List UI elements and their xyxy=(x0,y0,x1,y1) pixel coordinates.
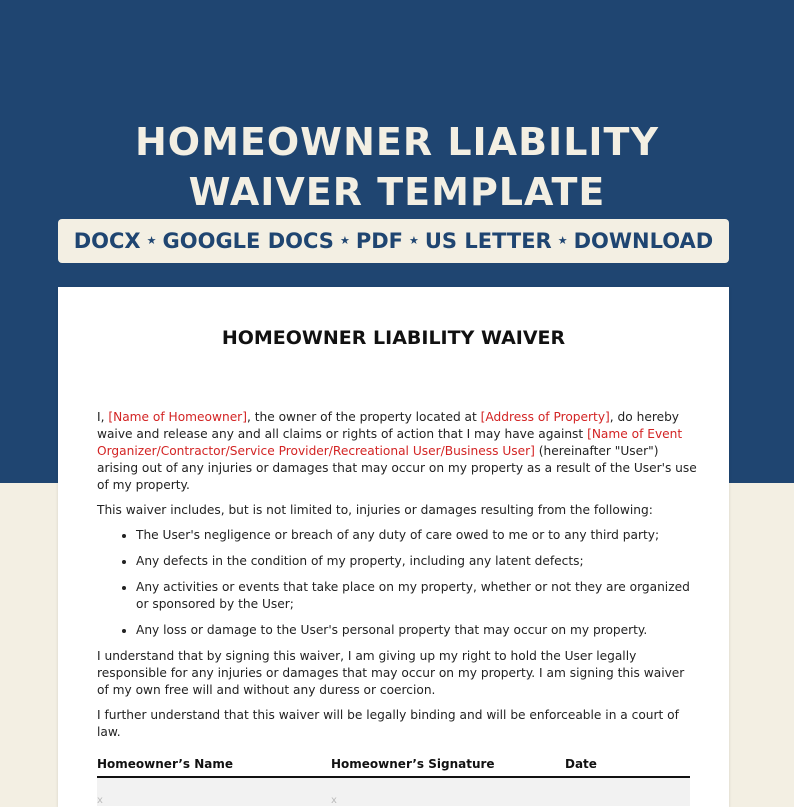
format-pdf: PDF xyxy=(355,229,403,253)
formats-bar xyxy=(58,219,729,263)
star-icon: ★ xyxy=(408,233,419,247)
document-body xyxy=(97,409,697,749)
header-homeowner-name: Homeowner’s Name xyxy=(97,757,234,771)
list-item: • Any activities or events that take place on my property, whether or not they are organized or sponsored by the User; xyxy=(136,579,697,613)
list-item: • Any defects in the condition of my property, including any latent defects; xyxy=(136,553,697,570)
hero-title-line-1: HOMEOWNER LIABILITY xyxy=(134,120,659,164)
format-docx: DOCX xyxy=(73,229,141,253)
waiver-list xyxy=(97,527,697,639)
header-date: Date xyxy=(565,757,597,771)
format-download: DOWNLOAD xyxy=(573,229,714,253)
paragraph-includes: This waiver includes, but is not limited to, injuries or damages resulting from the following: xyxy=(97,503,653,517)
signature-mark: x xyxy=(331,795,337,806)
placeholder-property-address: [Address of Property] xyxy=(480,410,610,424)
text: , the owner of the property located at xyxy=(246,410,481,424)
paragraph-intro xyxy=(97,409,697,494)
document-title: HOMEOWNER LIABILITY WAIVER xyxy=(221,327,566,349)
signature-table xyxy=(97,757,690,806)
format-google-docs: GOOGLE DOCS xyxy=(162,229,334,253)
star-icon: ★ xyxy=(146,233,157,247)
placeholder-homeowner-name: [Name of Homeowner] xyxy=(108,410,247,424)
text: , do hereby waive and release any and all claims or rights of action that I may have against xyxy=(97,410,680,441)
list-item: • Any loss or damage to the User's personal property that may occur on my property. xyxy=(136,622,697,639)
signature-row xyxy=(97,778,690,806)
hero-title xyxy=(0,117,794,217)
paragraph-understanding: I understand that by signing this waiver, I am giving up my right to hold the User legally responsible for any injuries or damages that may occur on my property. I am signing this waiver of my own free will and without any duress or coercion. xyxy=(97,649,685,697)
paragraph-binding: I further understand that this waiver will be legally binding and will be enforceable in a court of law. xyxy=(97,708,679,739)
placeholder-user-name: [Name of Event Organizer/Contractor/Service Provider/Recreational User/Business User] xyxy=(97,427,683,458)
star-icon: ★ xyxy=(339,233,350,247)
star-icon: ★ xyxy=(557,233,568,247)
name-mark: x xyxy=(97,795,103,806)
document-preview xyxy=(58,287,729,807)
header-homeowner-signature: Homeowner’s Signature xyxy=(331,757,495,771)
text: I, xyxy=(97,410,109,424)
list-item: • The User's negligence or breach of any duty of care owed to me or to any third party; xyxy=(136,527,697,544)
hero-title-line-2: WAIVER TEMPLATE xyxy=(188,170,606,214)
signature-header-row xyxy=(97,757,690,778)
format-us-letter: US LETTER xyxy=(424,229,552,253)
text: (hereinafter "User") arising out of any injuries or damages that may occur on my property as a result of the User's use of my property. xyxy=(97,444,697,492)
